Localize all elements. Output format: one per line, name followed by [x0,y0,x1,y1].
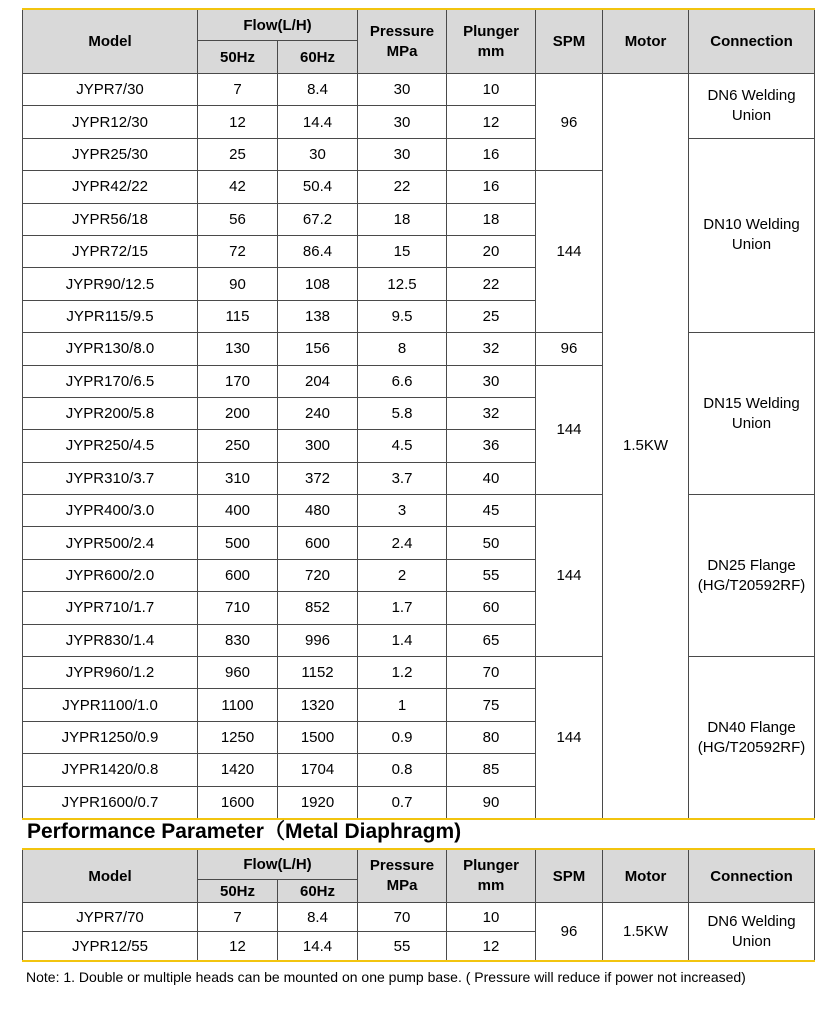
cell-plunger: 12 [447,932,536,962]
cell-model: JYPR72/15 [23,235,198,267]
cell-flow-60hz: 720 [278,559,358,591]
cell-pressure: 30 [358,106,447,138]
cell-flow-50hz: 25 [198,138,278,170]
cell-spm: 96 [536,333,603,365]
cell-model: JYPR1100/1.0 [23,689,198,721]
cell-pressure: 18 [358,203,447,235]
cell-motor: 1.5KW [603,903,689,962]
cell-flow-60hz: 240 [278,397,358,429]
cell-pressure: 30 [358,74,447,106]
cell-flow-50hz: 12 [198,106,278,138]
cell-model: JYPR25/30 [23,138,198,170]
cell-spm: 144 [536,171,603,333]
cell-spm: 144 [536,657,603,819]
header-flow: Flow(L/H) [198,9,358,41]
cell-flow-50hz: 250 [198,430,278,462]
header-spm: SPM [536,9,603,74]
cell-flow-50hz: 1100 [198,689,278,721]
cell-connection: DN40 Flange (HG/T20592RF) [689,657,815,819]
cell-flow-60hz: 8.4 [278,74,358,106]
cell-flow-50hz: 90 [198,268,278,300]
cell-plunger: 36 [447,430,536,462]
cell-flow-60hz: 138 [278,300,358,332]
cell-spm: 144 [536,365,603,495]
cell-flow-50hz: 56 [198,203,278,235]
cell-flow-60hz: 300 [278,430,358,462]
cell-flow-50hz: 12 [198,932,278,962]
cell-plunger: 70 [447,657,536,689]
cell-model: JYPR130/8.0 [23,333,198,365]
cell-connection: DN6 Welding Union [689,74,815,139]
cell-plunger: 60 [447,592,536,624]
cell-model: JYPR115/9.5 [23,300,198,332]
cell-flow-60hz: 996 [278,624,358,656]
cell-pressure: 4.5 [358,430,447,462]
cell-flow-50hz: 115 [198,300,278,332]
table-row [23,495,815,527]
header-50hz: 50Hz [198,41,278,74]
cell-pressure: 2 [358,559,447,591]
cell-flow-60hz: 1500 [278,721,358,753]
cell-flow-50hz: 72 [198,235,278,267]
cell-flow-60hz: 14.4 [278,932,358,962]
cell-plunger: 85 [447,754,536,786]
cell-flow-50hz: 1420 [198,754,278,786]
cell-model: JYPR500/2.4 [23,527,198,559]
cell-plunger: 45 [447,495,536,527]
cell-pressure: 3.7 [358,462,447,494]
cell-plunger: 40 [447,462,536,494]
header-pressure: Pressure MPa [358,849,447,903]
header-motor: Motor [603,849,689,903]
header-spm: SPM [536,849,603,903]
header-flow: Flow(L/H) [198,849,358,880]
cell-spm: 96 [536,74,603,171]
table-row [23,333,815,365]
cell-flow-50hz: 7 [198,903,278,932]
cell-spm: 96 [536,903,603,962]
cell-pressure: 12.5 [358,268,447,300]
cell-model: JYPR960/1.2 [23,657,198,689]
cell-model: JYPR56/18 [23,203,198,235]
cell-pressure: 2.4 [358,527,447,559]
cell-model: JYPR200/5.8 [23,397,198,429]
cell-flow-60hz: 14.4 [278,106,358,138]
cell-model: JYPR1250/0.9 [23,721,198,753]
cell-pressure: 22 [358,171,447,203]
cell-plunger: 50 [447,527,536,559]
cell-plunger: 25 [447,300,536,332]
cell-pressure: 1.4 [358,624,447,656]
cell-connection: DN6 Welding Union [689,903,815,962]
cell-model: JYPR42/22 [23,171,198,203]
cell-flow-60hz: 372 [278,462,358,494]
header-motor: Motor [603,9,689,74]
cell-model: JYPR1600/0.7 [23,786,198,819]
cell-flow-50hz: 310 [198,462,278,494]
cell-pressure: 5.8 [358,397,447,429]
cell-plunger: 65 [447,624,536,656]
cell-pressure: 8 [358,333,447,365]
header-plunger: Plunger mm [447,9,536,74]
table-row [23,138,815,170]
cell-flow-60hz: 204 [278,365,358,397]
cell-flow-50hz: 1250 [198,721,278,753]
cell-spm: 144 [536,495,603,657]
cell-flow-60hz: 108 [278,268,358,300]
cell-model: JYPR310/3.7 [23,462,198,494]
cell-flow-60hz: 852 [278,592,358,624]
performance-table-plunger [22,8,815,820]
cell-flow-60hz: 1704 [278,754,358,786]
cell-model: JYPR830/1.4 [23,624,198,656]
cell-model: JYPR12/55 [23,932,198,962]
cell-pressure: 30 [358,138,447,170]
cell-pressure: 9.5 [358,300,447,332]
cell-flow-60hz: 50.4 [278,171,358,203]
cell-pressure: 1 [358,689,447,721]
header-60hz: 60Hz [278,41,358,74]
cell-plunger: 32 [447,333,536,365]
cell-model: JYPR600/2.0 [23,559,198,591]
cell-model: JYPR400/3.0 [23,495,198,527]
header-plunger: Plunger mm [447,849,536,903]
cell-model: JYPR250/4.5 [23,430,198,462]
cell-flow-60hz: 156 [278,333,358,365]
cell-pressure: 0.9 [358,721,447,753]
performance-table-metal-diaphragm [22,848,815,962]
cell-plunger: 30 [447,365,536,397]
cell-flow-60hz: 67.2 [278,203,358,235]
cell-flow-50hz: 710 [198,592,278,624]
cell-model: JYPR12/30 [23,106,198,138]
cell-plunger: 80 [447,721,536,753]
cell-plunger: 32 [447,397,536,429]
cell-pressure: 55 [358,932,447,962]
cell-model: JYPR7/30 [23,74,198,106]
cell-connection: DN10 Welding Union [689,138,815,332]
footnote: Note: 1. Double or multiple heads can be mounted on one pump base. ( Pressure will reduce if power not increased) [26,969,746,985]
cell-pressure: 6.6 [358,365,447,397]
cell-pressure: 0.7 [358,786,447,819]
cell-model: JYPR170/6.5 [23,365,198,397]
cell-flow-60hz: 30 [278,138,358,170]
cell-plunger: 20 [447,235,536,267]
table-row [23,74,815,106]
cell-connection: DN25 Flange (HG/T20592RF) [689,495,815,657]
cell-plunger: 75 [447,689,536,721]
cell-model: JYPR710/1.7 [23,592,198,624]
cell-flow-50hz: 42 [198,171,278,203]
cell-flow-60hz: 1920 [278,786,358,819]
cell-model: JYPR7/70 [23,903,198,932]
cell-flow-50hz: 200 [198,397,278,429]
cell-flow-60hz: 600 [278,527,358,559]
cell-plunger: 12 [447,106,536,138]
cell-pressure: 15 [358,235,447,267]
cell-plunger: 16 [447,138,536,170]
cell-flow-50hz: 130 [198,333,278,365]
cell-pressure: 0.8 [358,754,447,786]
cell-pressure: 1.7 [358,592,447,624]
cell-flow-60hz: 1320 [278,689,358,721]
cell-plunger: 16 [447,171,536,203]
section-title: Performance Parameter（Metal Diaphragm) [27,820,462,843]
header-pressure: Pressure MPa [358,9,447,74]
cell-motor: 1.5KW [603,74,689,819]
cell-model: JYPR90/12.5 [23,268,198,300]
table1-body [23,74,815,819]
cell-flow-50hz: 170 [198,365,278,397]
table-row [23,903,815,932]
cell-flow-60hz: 1152 [278,657,358,689]
cell-flow-50hz: 960 [198,657,278,689]
cell-plunger: 18 [447,203,536,235]
cell-connection: DN15 Welding Union [689,333,815,495]
cell-flow-60hz: 480 [278,495,358,527]
cell-flow-60hz: 86.4 [278,235,358,267]
header-model: Model [23,9,198,74]
header-connection: Connection [689,849,815,903]
cell-flow-50hz: 600 [198,559,278,591]
cell-plunger: 22 [447,268,536,300]
cell-plunger: 10 [447,903,536,932]
cell-flow-50hz: 7 [198,74,278,106]
header-model: Model [23,849,198,903]
table-row [23,657,815,689]
cell-model: JYPR1420/0.8 [23,754,198,786]
cell-flow-60hz: 8.4 [278,903,358,932]
cell-pressure: 1.2 [358,657,447,689]
cell-pressure: 70 [358,903,447,932]
header-60hz: 60Hz [278,880,358,903]
header-connection: Connection [689,9,815,74]
table2-body [23,903,815,962]
cell-flow-50hz: 400 [198,495,278,527]
cell-plunger: 90 [447,786,536,819]
cell-flow-50hz: 830 [198,624,278,656]
header-50hz: 50Hz [198,880,278,903]
cell-flow-50hz: 1600 [198,786,278,819]
cell-flow-50hz: 500 [198,527,278,559]
cell-plunger: 55 [447,559,536,591]
cell-plunger: 10 [447,74,536,106]
cell-pressure: 3 [358,495,447,527]
